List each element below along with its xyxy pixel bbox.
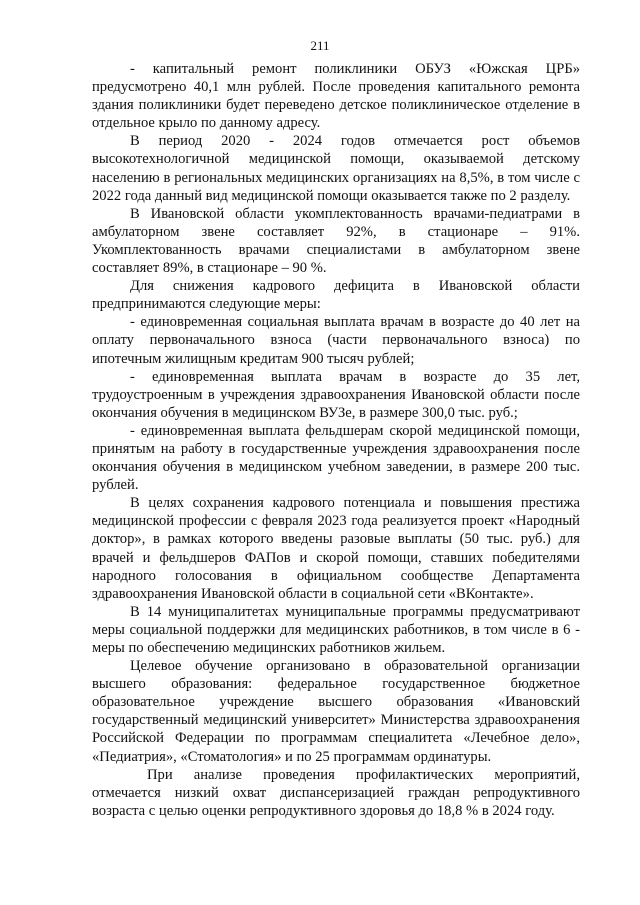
paragraph-staff-measures-intro: Для снижения кадрового дефицита в Ивановской области предпринимаются следующие меры: <box>92 278 580 313</box>
paragraph-mortgage-payment: - единовременная социальная выплата врачам в возрасте до 40 лет на оплату первоначального взноса (части первоначального взноса) по ипотечным жилищным кредитам 900 тысяч рублей; <box>92 314 580 367</box>
paragraph-staffing-levels: В Ивановской области укомплектованность врачами-педиатрами в амбулаторном звене составляет 92%, в стационаре – 91%. Укомплектованность врачами специалистами в амбулаторном звене составляет 89%, в стационаре – 90 %. <box>92 205 580 277</box>
paragraph-clinic-repair: - капитальный ремонт поликлиники ОБУЗ «Южская ЦРБ» предусмотрено 40,1 млн рублей. После проведения капитального ремонта здания поликлиники будет переведено детское поликлиническое отделение в отдельное крыло по данному адресу. <box>92 61 580 132</box>
paragraph-graduate-payment: - единовременная выплата врачам в возрасте до 35 лет, трудоустроенным в учреждения здравоохранения Ивановской области после окончания обучения в медицинском ВУЗе, в размере 300,0 тыс. руб.; <box>92 368 580 421</box>
paragraph-reproductive-screening: При анализе проведения профилактических мероприятий, отмечается низкий охват диспансеризацией граждан репродуктивного возраста с целью оценки репродуктивного здоровья до 18,8 % в 2024 году. <box>92 766 580 819</box>
body-text <box>92 60 580 820</box>
paragraph-municipal-programs: В 14 муниципалитетах муниципальные программы предусматривают меры социальной поддержки для медицинских работников, в том числе в 6 - меры по обеспечению медицинских работников жильем. <box>92 603 580 656</box>
paragraph-targeted-training: Целевое обучение организовано в образовательной организации высшего образования: федеральное государственное бюджетное образовательное учреждение высшего образования «Ивановский государственный медицинский университет» Министерства здравоохранения Российской Федерации по программам специалитета «Лечебное дело», «Педиатрия», «Стоматология» и по 25 программам ординатуры. <box>92 658 580 765</box>
paragraph-people-doctor-project: В целях сохранения кадрового потенциала и повышения престижа медицинской профессии с февраля 2023 года реализуется проект «Народный доктор», в рамках которого введены разовые выплаты (50 тыс. руб.) для врачей и фельдшеров ФАПов и скорой помощи, ставших победителями народного голосования в официальном сообществе Департамента здравоохранения Ивановской области в социальной сети «ВКонтакте». <box>92 495 580 602</box>
page-number: 211 <box>310 38 330 53</box>
paragraph-paramedic-payment: - единовременная выплата фельдшерам скорой медицинской помощи, принятым на работу в государственные учреждения здравоохранения после окончания обучения в медицинском учебном заведении, в размере 200 тыс. рублей. <box>92 422 580 494</box>
paragraph-high-tech-care: В период 2020 - 2024 годов отмечается рост объемов высокотехнологичной медицинской помощи, оказываемой детскому населению в региональных медицинских организациях на 8,5%, в том числе с 2022 года данный вид медицинской помощи оказывается также по 2 разделу. <box>92 133 580 204</box>
